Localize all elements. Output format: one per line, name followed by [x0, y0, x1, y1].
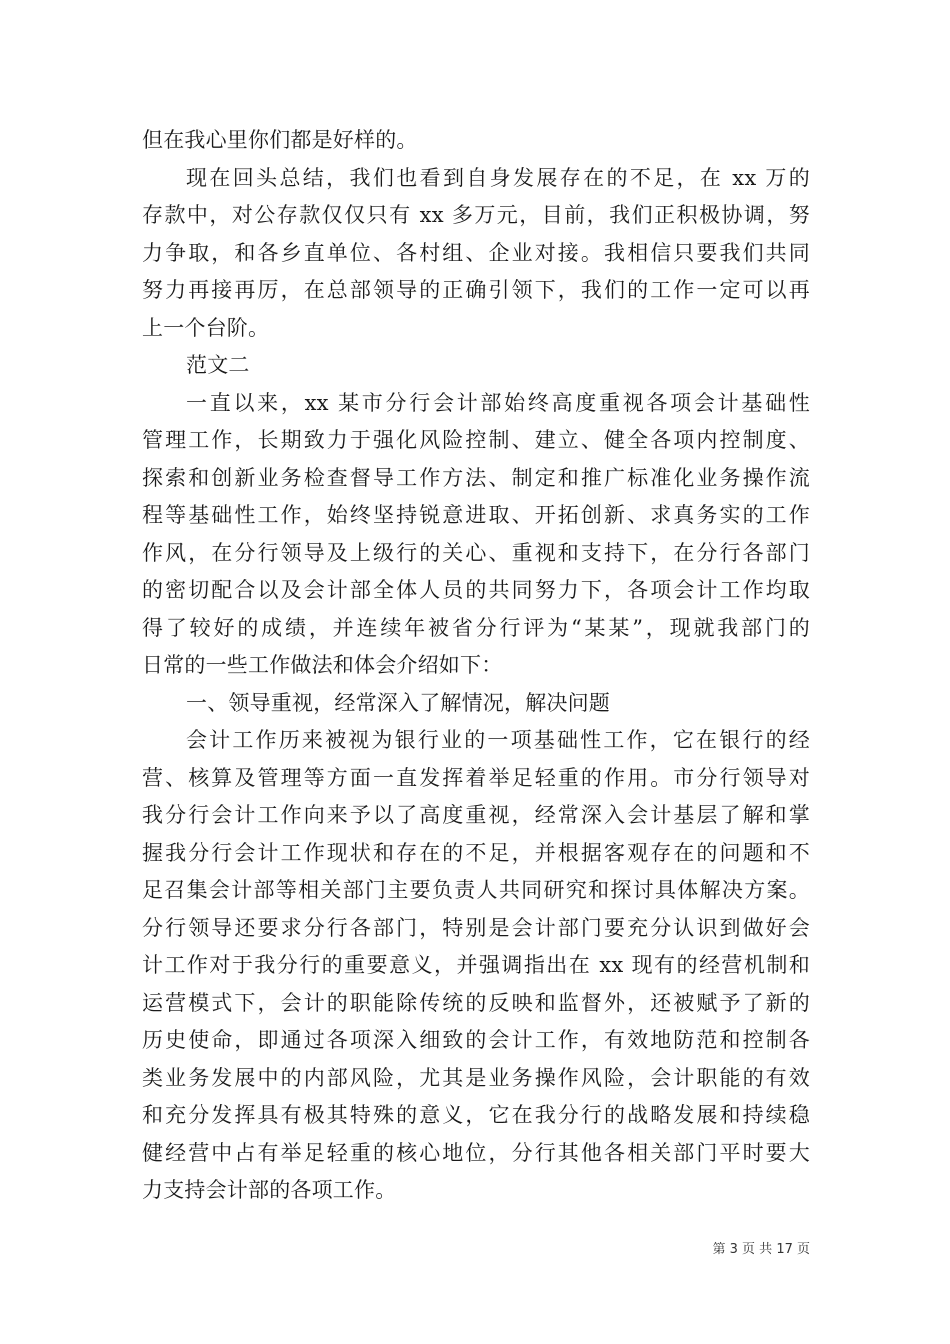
paragraph-line: 努力再接再厉，在总部领导的正确引领下，我们的工作一定可以再: [142, 278, 810, 302]
paragraph-line: 计工作对于我分行的重要意义，并强调指出在 xx 现有的经营机制和: [142, 953, 810, 977]
paragraph-line: 力支持会计部的各项工作。: [142, 1178, 397, 1202]
document-body: [142, 122, 810, 1210]
paragraph-line: 上一个台阶。: [142, 315, 270, 340]
paragraph-line: 我分行会计工作向来予以了高度重视，经常深入会计基层了解和掌: [142, 803, 810, 827]
paragraph-line: 得了较好的成绩，并连续年被省分行评为“某某”，现就我部门的: [142, 615, 810, 640]
paragraph-line: 探索和创新业务检查督导工作方法、制定和推广标准化业务操作流: [142, 465, 810, 490]
paragraph-line: 握我分行会计工作现状和存在的不足，并根据客观存在的问题和不: [142, 840, 810, 865]
paragraph-line: 类业务发展中的内部风险，尤其是业务操作风险，会计职能的有效: [142, 1065, 810, 1090]
paragraph-line: 健经营中占有举足轻重的核心地位，分行其他各相关部门平时要大: [142, 1140, 810, 1165]
paragraph-line: 但在我心里你们都是好样的。: [142, 128, 418, 152]
paragraph-line: 的密切配合以及会计部全体人员的共同努力下，各项会计工作均取: [142, 578, 810, 602]
paragraph-line: 管理工作，长期致力于强化风险控制、建立、健全各项内控制度、: [142, 428, 810, 452]
paragraph-line: 分行领导还要求分行各部门，特别是会计部门要充分认识到做好会: [142, 915, 810, 940]
paragraph-line: 力争取，和各乡直单位、各村组、企业对接。我相信只要我们共同: [142, 240, 810, 265]
paragraph-line: 运营模式下，会计的职能除传统的反映和监督外，还被赋予了新的: [142, 990, 810, 1015]
subsection-heading: 一、领导重视，经常深入了解情况，解决问题: [186, 690, 610, 715]
paragraph-line: 一直以来，xx 某市分行会计部始终高度重视各项会计基础性: [186, 390, 810, 415]
paragraph-line: 营、核算及管理等方面一直发挥着举足轻重的作用。市分行领导对: [142, 765, 810, 790]
paragraph-line: 程等基础性工作，始终坚持锐意进取、开拓创新、求真务实的工作: [142, 503, 810, 527]
paragraph-line: 作风，在分行领导及上级行的关心、重视和支持下，在分行各部门: [142, 540, 810, 565]
paragraph-line: 历史使命，即通过各项深入细致的会计工作，有效地防范和控制各: [142, 1028, 810, 1052]
paragraph-line: 日常的一些工作做法和体会介绍如下：: [142, 653, 503, 677]
paragraph-line: 足召集会计部等相关部门主要负责人共同研究和探讨具体解决方案。: [142, 878, 810, 902]
paragraph-line: 和充分发挥具有极其特殊的意义，它在我分行的战略发展和持续稳: [142, 1103, 810, 1127]
paragraph-line: 存款中，对公存款仅仅只有 xx 多万元，目前，我们正积极协调，努: [142, 203, 810, 227]
paragraph-line: 现在回头总结，我们也看到自身发展存在的不足，在 xx 万的: [186, 165, 810, 190]
section-title: 范文二: [186, 353, 250, 377]
page-number-footer: 第 3 页 共 17 页: [712, 1242, 810, 1257]
paragraph-line: 会计工作历来被视为银行业的一项基础性工作，它在银行的经: [186, 728, 810, 752]
